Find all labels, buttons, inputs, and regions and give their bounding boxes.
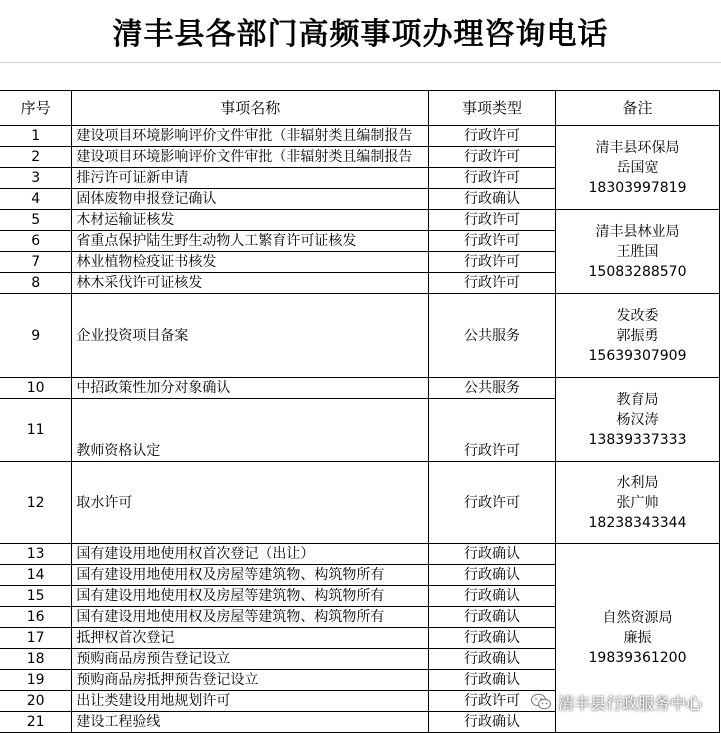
row-name: 林木采伐许可证核发 bbox=[72, 273, 429, 294]
row-no: 6 bbox=[0, 231, 72, 252]
note-water bbox=[556, 462, 720, 544]
row-no: 8 bbox=[0, 273, 72, 294]
row-type: 行政许可 bbox=[429, 231, 556, 252]
row-type: 行政确认 bbox=[429, 712, 556, 733]
row-type: 行政许可 bbox=[429, 126, 556, 147]
row-name: 建设工程验线 bbox=[72, 712, 429, 733]
row-name: 出让类建设用地规划许可 bbox=[72, 691, 429, 712]
row-name: 排污许可证新申请 bbox=[72, 168, 429, 189]
note-org: 发改委 bbox=[616, 307, 659, 324]
table-row bbox=[0, 378, 720, 399]
header-name: 事项名称 bbox=[72, 91, 429, 126]
row-name: 省重点保护陆生野生动物人工繁育许可证核发 bbox=[72, 231, 429, 252]
row-no: 5 bbox=[0, 210, 72, 231]
note-person: 张广帅 bbox=[616, 494, 659, 511]
note-org: 清丰县环保局 bbox=[595, 139, 680, 156]
row-type: 公共服务 bbox=[429, 378, 556, 399]
row-name: 建设项目环境影响评价文件审批（非辐射类且编制报告 bbox=[72, 147, 429, 168]
note-person: 郭振勇 bbox=[616, 327, 659, 344]
row-type: 行政确认 bbox=[429, 586, 556, 607]
row-type: 行政许可 bbox=[429, 147, 556, 168]
row-no: 14 bbox=[0, 565, 72, 586]
note-person: 岳国宽 bbox=[616, 159, 659, 176]
row-name: 取水许可 bbox=[72, 462, 429, 544]
table-row bbox=[0, 210, 720, 231]
row-name: 木材运输证核发 bbox=[72, 210, 429, 231]
row-no: 11 bbox=[0, 399, 72, 462]
note-phone: 15083288570 bbox=[588, 263, 687, 280]
watermark bbox=[530, 690, 702, 714]
row-no: 21 bbox=[0, 712, 72, 733]
note-org: 自然资源局 bbox=[602, 610, 673, 626]
row-no: 1 bbox=[0, 126, 72, 147]
note-org: 教育局 bbox=[616, 391, 659, 408]
note-org: 清丰县林业局 bbox=[595, 223, 680, 240]
row-no: 15 bbox=[0, 586, 72, 607]
row-name: 国有建设用地使用权及房屋等建筑物、构筑物所有 bbox=[72, 586, 429, 607]
row-no: 12 bbox=[0, 462, 72, 544]
row-type: 公共服务 bbox=[429, 294, 556, 378]
note-phone: 19839361200 bbox=[588, 650, 687, 666]
note-phone: 18303997819 bbox=[588, 179, 687, 196]
row-no: 19 bbox=[0, 670, 72, 691]
header-no: 序号 bbox=[0, 91, 72, 126]
table-header-row bbox=[0, 91, 720, 126]
header-note: 备注 bbox=[556, 91, 720, 126]
row-name: 中招政策性加分对象确认 bbox=[72, 378, 429, 399]
row-no: 4 bbox=[0, 189, 72, 210]
wechat-icon bbox=[530, 692, 552, 712]
table-row bbox=[0, 294, 720, 378]
row-type: 行政许可 bbox=[429, 210, 556, 231]
row-type: 行政确认 bbox=[429, 189, 556, 210]
table-row bbox=[0, 462, 720, 544]
row-no: 3 bbox=[0, 168, 72, 189]
note-ndrc bbox=[556, 294, 720, 378]
row-no: 7 bbox=[0, 252, 72, 273]
note-person: 杨汉涛 bbox=[616, 411, 659, 428]
row-name: 教师资格认定 bbox=[72, 399, 429, 462]
row-no: 20 bbox=[0, 691, 72, 712]
table-row bbox=[0, 544, 720, 565]
row-type: 行政确认 bbox=[429, 607, 556, 628]
row-no: 10 bbox=[0, 378, 72, 399]
note-env bbox=[556, 126, 720, 210]
row-type: 行政许可 bbox=[429, 273, 556, 294]
note-forest bbox=[556, 210, 720, 294]
watermark-text: 清丰县行政服务中心 bbox=[558, 693, 703, 713]
note-phone: 18238343344 bbox=[588, 514, 687, 531]
note-phone: 15639307909 bbox=[588, 347, 687, 364]
note-phone: 13839337333 bbox=[588, 431, 687, 448]
note-org: 水利局 bbox=[616, 474, 659, 491]
row-name: 国有建设用地使用权首次登记（出让） bbox=[72, 544, 429, 565]
row-name: 国有建设用地使用权及房屋等建筑物、构筑物所有 bbox=[72, 607, 429, 628]
row-type: 行政确认 bbox=[429, 565, 556, 586]
row-type: 行政许可 bbox=[429, 252, 556, 273]
row-type: 行政许可 bbox=[429, 691, 556, 712]
row-name: 国有建设用地使用权及房屋等建筑物、构筑物所有 bbox=[72, 565, 429, 586]
page-title: 清丰县各部门高频事项办理咨询电话 bbox=[112, 17, 609, 52]
title-separator bbox=[0, 62, 721, 91]
row-type: 行政确认 bbox=[429, 628, 556, 649]
row-type: 行政许可 bbox=[429, 168, 556, 189]
note-person: 王胜国 bbox=[616, 243, 659, 260]
header-type: 事项类型 bbox=[429, 91, 556, 126]
row-type: 行政许可 bbox=[429, 462, 556, 544]
row-name: 企业投资项目备案 bbox=[72, 294, 429, 378]
row-no: 17 bbox=[0, 628, 72, 649]
row-type: 行政确认 bbox=[429, 544, 556, 565]
row-type: 行政许可 bbox=[429, 399, 556, 462]
row-name: 林业植物检疫证书核发 bbox=[72, 252, 429, 273]
row-name: 预购商品房抵押预告登记设立 bbox=[72, 670, 429, 691]
row-type: 行政确认 bbox=[429, 670, 556, 691]
note-edu bbox=[556, 378, 720, 462]
row-name: 建设项目环境影响评价文件审批（非辐射类且编制报告 bbox=[72, 126, 429, 147]
row-no: 18 bbox=[0, 649, 72, 670]
table-row bbox=[0, 126, 720, 147]
row-no: 16 bbox=[0, 607, 72, 628]
row-no: 2 bbox=[0, 147, 72, 168]
row-type: 行政确认 bbox=[429, 649, 556, 670]
row-no: 13 bbox=[0, 544, 72, 565]
row-name: 抵押权首次登记 bbox=[72, 628, 429, 649]
consultation-table bbox=[0, 90, 720, 733]
row-name: 固体废物申报登记确认 bbox=[72, 189, 429, 210]
row-no: 9 bbox=[0, 294, 72, 378]
note-person: 廉振 bbox=[623, 630, 652, 646]
row-name: 预购商品房预告登记设立 bbox=[72, 649, 429, 670]
